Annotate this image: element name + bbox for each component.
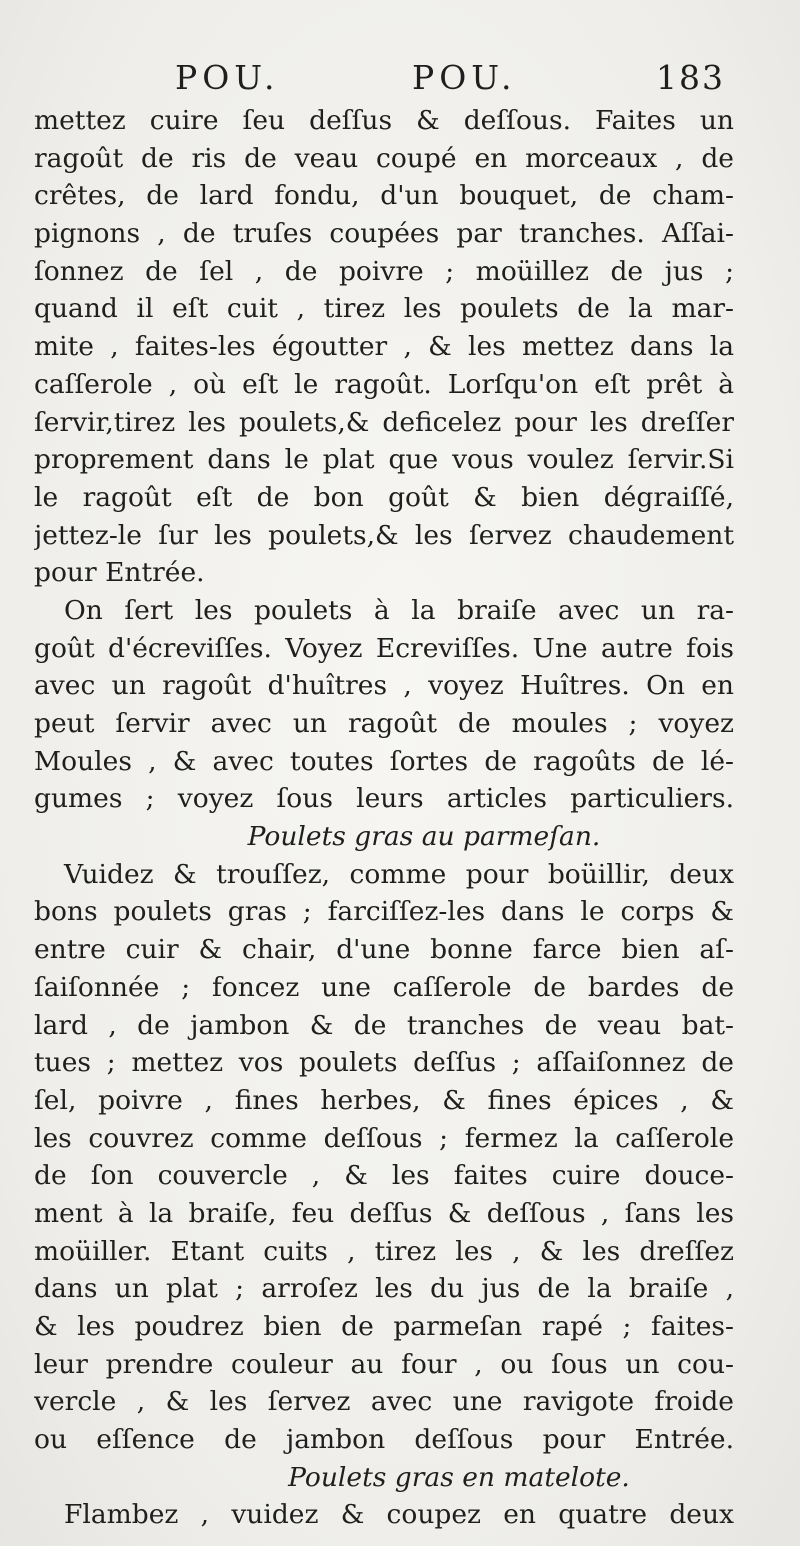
- text-line: dans un plat ; arroſez les du jus de la braiſe ,: [34, 1273, 734, 1305]
- page-number: 183: [656, 58, 725, 97]
- text-line: Vuidez & trouſſez, comme pour boüillir, deux: [64, 858, 734, 890]
- text-line: goût d'écreviſſes. Voyez Ecreviſſes. Une autre fois: [34, 632, 734, 664]
- text-line: bons poulets gras ; farciſſez-les dans le corps &: [34, 896, 734, 928]
- text-line: gumes ; voyez ſous leurs articles particuliers.: [34, 783, 734, 815]
- text-line: & les poudrez bien de parmeſan rapé ; faites-: [34, 1311, 734, 1342]
- text-line: lard , de jambon & de tranches de veau bat-: [34, 1009, 734, 1041]
- text-line: crêtes, de lard fondu, d'un bouquet, de cham-: [34, 180, 734, 212]
- text-line: le ragoût eſt de bon goût & bien dégraiſſé,: [34, 481, 734, 513]
- text-line: ſel, poivre , fines herbes, & fines épices , &: [34, 1084, 734, 1116]
- text-line: les couvrez comme deſſous ; fermez la caſſerole: [34, 1122, 734, 1154]
- text-line: ſonnez de ſel , de poivre ; moüillez de jus ;: [34, 255, 734, 287]
- text-line: pignons , de truſes coupées par tranches. Aſſai-: [34, 218, 734, 250]
- text-line: mite , faites-les égoutter , & les mettez dans la: [34, 331, 734, 363]
- text-line: moüiller. Etant cuits , tirez les , & les dreſſez: [34, 1235, 734, 1267]
- text-line: de ſon couvercle , & les faites cuire douce-: [34, 1160, 734, 1192]
- text-line: proprement dans le plat que vous voulez ſervir.Si: [34, 444, 734, 476]
- text-line: tues ; mettez vos poulets deſſus ; aſſaiſonnez de: [34, 1047, 734, 1079]
- header-left-keyword: POU.: [175, 58, 280, 97]
- text-line: entre cuir & chair, d'une bonne farce bien aſ-: [34, 934, 734, 966]
- text-line: quand il eſt cuit , tirez les poulets de la mar-: [34, 293, 734, 325]
- text-line: avec un ragoût d'huîtres , voyez Huîtres. On en: [34, 670, 734, 702]
- text-line: Moules , & avec toutes ſortes de ragoûts de lé-: [34, 745, 734, 777]
- header-right-keyword: POU.: [412, 58, 517, 97]
- page-body-text: [34, 102, 734, 1534]
- text-line: ſaiſonnée ; foncez une caſſerole de bardes de: [34, 971, 734, 1003]
- section-heading: Poulets gras au parmeſan.: [247, 821, 601, 853]
- section-heading: Poulets gras en matelote.: [288, 1461, 630, 1493]
- text-line: pour Entrée.: [34, 557, 205, 589]
- running-header: [0, 58, 800, 102]
- text-line: vercle , & les ſervez avec une ravigote froide: [34, 1386, 734, 1418]
- text-line: ragoût de ris de veau coupé en morceaux , de: [34, 142, 734, 174]
- text-line: jettez-le ſur les poulets,& les ſervez chaudement: [34, 519, 734, 551]
- text-line: leur prendre couleur au four , ou ſous un cou-: [34, 1348, 734, 1380]
- text-line: Flambez , vuidez & coupez en quatre deux: [64, 1499, 734, 1531]
- text-line: ment à la braiſe, feu deſſus & deſſous , ſans les: [34, 1197, 734, 1229]
- text-line: mettez cuire ſeu deſſus & deſſous. Faites un: [34, 105, 734, 136]
- text-line: ou eſſence de jambon deſſous pour Entrée.: [34, 1424, 734, 1456]
- text-line: peut ſervir avec un ragoût de moules ; voyez: [34, 708, 734, 739]
- text-line: ſervir,tirez les poulets,& deficelez pour les dreſſer: [34, 406, 734, 438]
- text-line: caſſerole , où eſt le ragoût. Lorſqu'on eſt prêt à: [34, 368, 734, 400]
- text-line: On ſert les poulets à la braiſe avec un ra-: [64, 594, 734, 626]
